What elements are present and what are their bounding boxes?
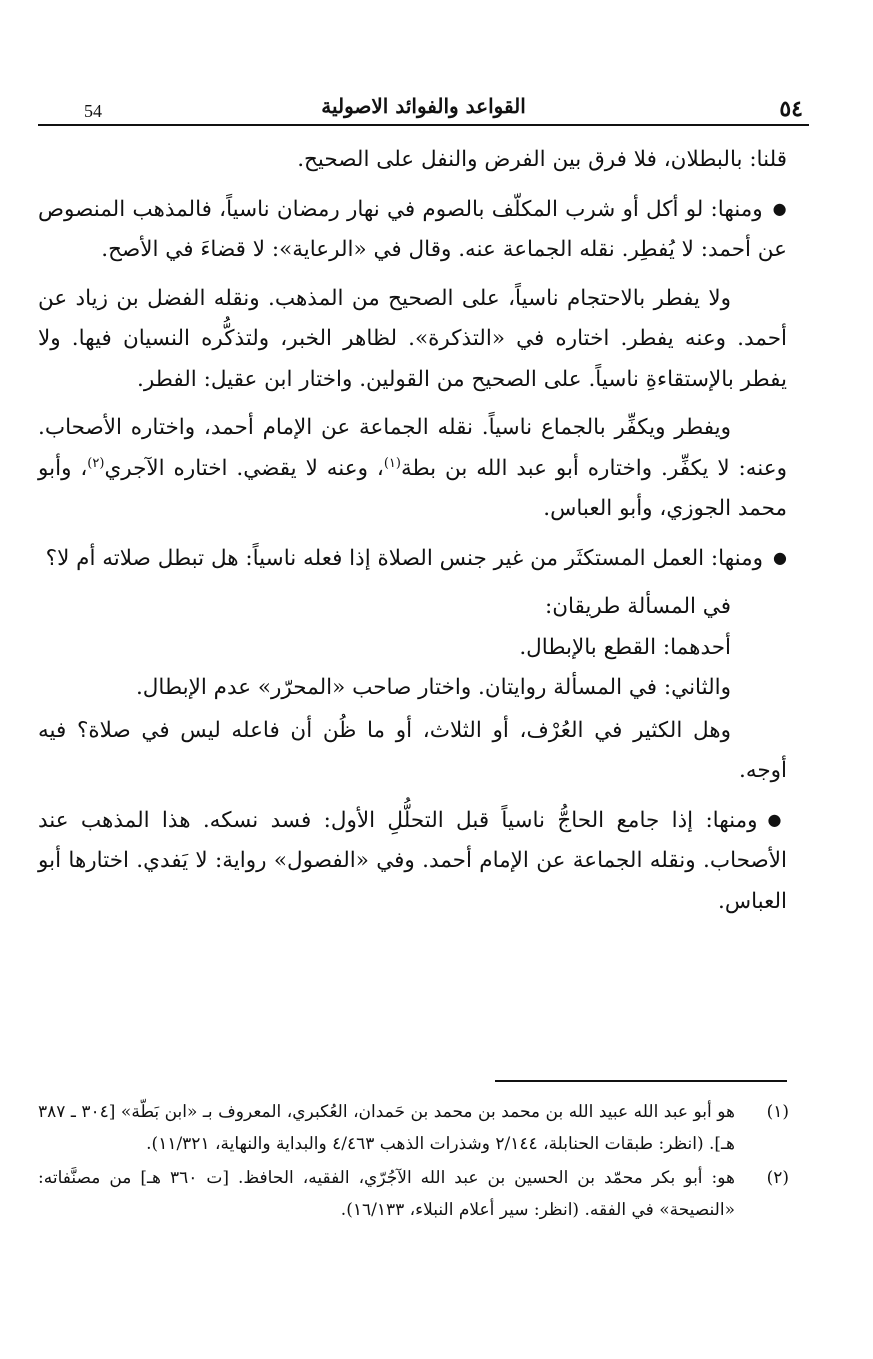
- bullet-paragraph: [38, 189, 787, 271]
- page-number-arabic: ٥٤: [779, 96, 803, 122]
- running-title: القواعد والفوائد الاصولية: [321, 94, 526, 118]
- paragraph-text: ومنها: العمل المستكثَر من غير جنس الصلاة إذا فعله ناسياً: هل تبطل صلاته أم لا؟: [45, 545, 764, 571]
- page-header: [38, 82, 809, 122]
- footnote-number: (١): [766, 1102, 789, 1122]
- paragraph-text: ولا يفطر بالاحتجام ناسياً، على الصحيح من المذهب. ونقله الفضل بن زياد عن أحمد. وعنه يفطر. اختاره في «التذكرة». لظاهر الخبر، ولتذكُّره النسيان فيها. ولا يفطر بالإستقاءةِ ناسياً. على الصحيح من القولين. واختار ابن عقيل: الفطر.: [38, 285, 787, 392]
- footnote: [38, 1162, 789, 1226]
- bullet-paragraph: [38, 538, 787, 580]
- sub-line: [38, 668, 787, 709]
- sub-line: [38, 587, 787, 628]
- footnote-text: هو: أبو بكر محمّد بن الحسين بن عبد الله الآجُرّي، الفقيه، الحافظ. [ت ٣٦٠ هـ] من مصنَّفاته: «النصيحة» في الفقه. (انظر: سير أعلام النبلاء، ١٦/١٣٣).: [38, 1168, 736, 1220]
- paragraph: [38, 279, 787, 401]
- paragraph: [38, 711, 787, 792]
- footnotes: [38, 1096, 789, 1228]
- footnote-ref: (١): [383, 455, 401, 471]
- paragraph-text: والثاني: في المسألة روايتان. واختار صاحب «المحرّر» عدم الإبطال.: [135, 675, 731, 700]
- header-rule: [38, 124, 809, 126]
- paragraph-text: قلنا: بالبطلان، فلا فرق بين الفرض والنفل على الصحيح.: [297, 147, 787, 172]
- paragraph-text: ، وعنه لا يقضي. اختاره الآجري: [104, 455, 384, 481]
- paragraph-text: ومنها: لو أكل أو شرب المكلّف بالصوم في نهار رمضان ناسياً، فالمذهب المنصوص عن أحمد: لا يُفطِر. نقله الجماعة عنه. وقال في «الرعاية»: لا قضاءَ في الأصح.: [38, 196, 787, 262]
- footnote-ref: (٢): [87, 455, 105, 471]
- paragraph: [38, 140, 787, 181]
- paragraph-text: ، وأبو محمد الجوزي، وأبو العباس.: [38, 455, 787, 521]
- footnote-text: هو أبو عبد الله عبيد الله بن محمد بن محمد بن حَمدان، العُكبري، المعروف بـ «ابن بَطّة» [٣٠٤ ـ ٣٨٧ هـ]. (انظر: طبقات الحنابلة، ٢/١٤٤ وشذرات الذهب ٤/٤٦٣ والبداية والنهاية، ١١/٣٢١).: [38, 1102, 735, 1154]
- footnote: [38, 1096, 789, 1160]
- footnote-number: (٢): [766, 1168, 789, 1188]
- paragraph-text: ومنها: إذا جامع الحاجُّ ناسياً قبل التحلُّلِ الأول: فسد نسكه. هذا المذهب عند الأصحاب. ونقله الجماعة عن الإمام أحمد. وفي «الفصول» رواية: لا يَفدي. اختارها أبو العباس.: [38, 807, 787, 914]
- paragraph-text: في المسألة طريقان:: [544, 594, 731, 619]
- paragraph-text: ويفطر ويكفِّر بالجماع ناسياً. نقله الجماعة عن الإمام أحمد، واختاره الأصحاب. وعنه: لا يكفِّر. واختاره أبو عبد الله بن بطة: [38, 415, 787, 481]
- page-number-latin: 54: [84, 101, 102, 121]
- bullet-paragraph: [38, 800, 787, 923]
- paragraph-text: وهل الكثير في العُرْف، أو الثلاث، أو ما ظُن أن فاعله ليس في صلاة؟ فيه أوجه.: [38, 717, 787, 783]
- paragraph-text: أحدهما: القطع بالإبطال.: [519, 634, 731, 660]
- body-text: [38, 140, 787, 930]
- paragraph: [38, 408, 787, 530]
- sub-line: [38, 628, 787, 669]
- footnote-rule: [495, 1080, 787, 1082]
